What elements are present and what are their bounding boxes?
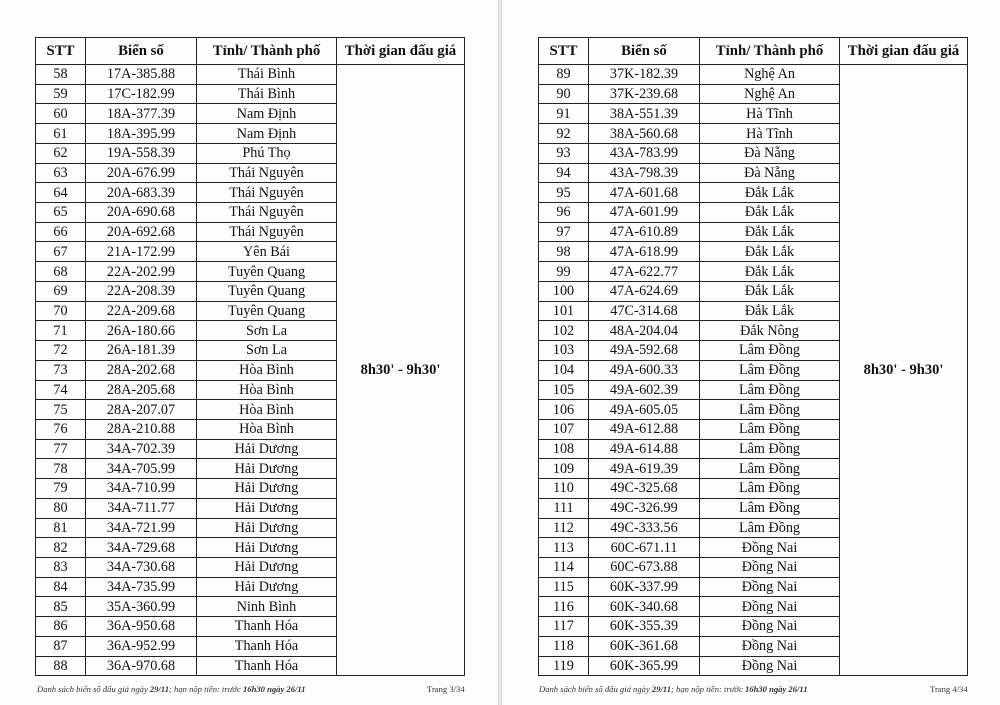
cell-stt: 95: [539, 183, 589, 203]
cell-province: Đồng Nai: [700, 597, 840, 617]
cell-stt: 84: [36, 577, 86, 597]
cell-province: Hải Dương: [197, 439, 337, 459]
plate-table: [538, 37, 968, 676]
cell-stt: 64: [36, 183, 86, 203]
cell-plate: 17A-385.88: [86, 65, 197, 85]
cell-province: Sơn La: [197, 341, 337, 361]
cell-stt: 119: [539, 656, 589, 676]
cell-plate: 26A-181.39: [86, 341, 197, 361]
cell-stt: 67: [36, 242, 86, 262]
cell-plate: 48A-204.04: [589, 321, 700, 341]
cell-stt: 116: [539, 597, 589, 617]
cell-stt: 97: [539, 222, 589, 242]
cell-stt: 65: [36, 203, 86, 223]
cell-stt: 109: [539, 459, 589, 479]
header-stt: STT: [36, 38, 86, 65]
cell-plate: 22A-208.39: [86, 281, 197, 301]
cell-plate: 28A-205.68: [86, 380, 197, 400]
cell-province: Thái Nguyên: [197, 222, 337, 242]
cell-stt: 87: [36, 636, 86, 656]
cell-province: Thanh Hóa: [197, 656, 337, 676]
cell-stt: 113: [539, 538, 589, 558]
cell-province: Đà Nẵng: [700, 143, 840, 163]
cell-plate: 22A-202.99: [86, 262, 197, 282]
cell-province: Lâm Đồng: [700, 459, 840, 479]
cell-province: Lâm Đồng: [700, 380, 840, 400]
footer-auction-date: 29/11: [651, 684, 672, 694]
cell-province: Lâm Đồng: [700, 360, 840, 380]
cell-plate: 21A-172.99: [86, 242, 197, 262]
cell-province: Hòa Bình: [197, 400, 337, 420]
cell-plate: 49A-614.88: [589, 439, 700, 459]
cell-plate: 49C-325.68: [589, 479, 700, 499]
cell-plate: 47A-622.77: [589, 262, 700, 282]
cell-stt: 90: [539, 84, 589, 104]
cell-plate: 18A-377.39: [86, 104, 197, 124]
cell-plate: 20A-676.99: [86, 163, 197, 183]
cell-province: Nam Định: [197, 124, 337, 144]
header-stt: STT: [539, 38, 589, 65]
cell-province: Đồng Nai: [700, 557, 840, 577]
cell-plate: 43A-783.99: [589, 143, 700, 163]
header-province: Tỉnh/ Thành phố: [197, 38, 337, 65]
cell-stt: 81: [36, 518, 86, 538]
cell-province: Thái Nguyên: [197, 183, 337, 203]
table-body: [539, 65, 968, 676]
footer-auction-date: 29/11: [149, 684, 170, 694]
cell-plate: 37K-239.68: [589, 84, 700, 104]
cell-province: Lâm Đồng: [700, 518, 840, 538]
cell-province: Nam Định: [197, 104, 337, 124]
cell-stt: 71: [36, 321, 86, 341]
cell-stt: 111: [539, 498, 589, 518]
cell-plate: 49C-333.56: [589, 518, 700, 538]
cell-plate: 36A-950.68: [86, 617, 197, 637]
document-page-left: [0, 0, 498, 705]
auction-time-cell: 8h30' - 9h30': [840, 65, 968, 676]
cell-stt: 61: [36, 124, 86, 144]
cell-plate: 28A-207.07: [86, 400, 197, 420]
cell-stt: 92: [539, 124, 589, 144]
cell-plate: 28A-210.88: [86, 419, 197, 439]
header-plate: Biển số: [86, 38, 197, 65]
cell-plate: 34A-729.68: [86, 538, 197, 558]
cell-province: Đồng Nai: [700, 656, 840, 676]
header-auction-time: Thời gian đấu giá: [840, 38, 968, 65]
cell-plate: 20A-692.68: [86, 222, 197, 242]
cell-stt: 105: [539, 380, 589, 400]
cell-stt: 68: [36, 262, 86, 282]
cell-plate: 22A-209.68: [86, 301, 197, 321]
cell-plate: 28A-202.68: [86, 360, 197, 380]
cell-plate: 49A-619.39: [589, 459, 700, 479]
cell-plate: 34A-702.39: [86, 439, 197, 459]
cell-stt: 89: [539, 65, 589, 85]
footer-prefix: Danh sách biển số đấu giá ngày: [539, 684, 652, 694]
cell-plate: 20A-683.39: [86, 183, 197, 203]
cell-plate: 19A-558.39: [86, 143, 197, 163]
cell-stt: 66: [36, 222, 86, 242]
page-footer: [37, 684, 306, 694]
cell-plate: 36A-952.99: [86, 636, 197, 656]
cell-province: Đắk Nông: [700, 321, 840, 341]
cell-plate: 60C-673.88: [589, 557, 700, 577]
cell-plate: 49A-602.39: [589, 380, 700, 400]
cell-stt: 80: [36, 498, 86, 518]
cell-stt: 102: [539, 321, 589, 341]
cell-plate: 37K-182.39: [589, 65, 700, 85]
cell-province: Đồng Nai: [700, 617, 840, 637]
cell-province: Hải Dương: [197, 557, 337, 577]
cell-stt: 62: [36, 143, 86, 163]
cell-province: Nghệ An: [700, 65, 840, 85]
cell-province: Thanh Hóa: [197, 617, 337, 637]
cell-province: Đắk Lắk: [700, 203, 840, 223]
cell-stt: 83: [36, 557, 86, 577]
cell-stt: 70: [36, 301, 86, 321]
cell-province: Tuyên Quang: [197, 262, 337, 282]
cell-province: Yên Bái: [197, 242, 337, 262]
cell-stt: 106: [539, 400, 589, 420]
cell-stt: 69: [36, 281, 86, 301]
cell-plate: 36A-970.68: [86, 656, 197, 676]
cell-plate: 18A-395.99: [86, 124, 197, 144]
cell-plate: 49A-612.88: [589, 419, 700, 439]
cell-province: Hải Dương: [197, 479, 337, 499]
header-province: Tỉnh/ Thành phố: [700, 38, 840, 65]
cell-plate: 49A-592.68: [589, 341, 700, 361]
cell-plate: 60K-340.68: [589, 597, 700, 617]
cell-stt: 108: [539, 439, 589, 459]
cell-stt: 96: [539, 203, 589, 223]
cell-stt: 74: [36, 380, 86, 400]
cell-stt: 104: [539, 360, 589, 380]
page-number: Trang 4/34: [930, 684, 968, 694]
footer-deadline: 16h30 ngày 26/11: [242, 684, 306, 694]
cell-province: Đà Nẵng: [700, 163, 840, 183]
cell-province: Đắk Lắk: [700, 183, 840, 203]
cell-province: Hải Dương: [197, 459, 337, 479]
cell-province: Lâm Đồng: [700, 439, 840, 459]
document-page-right: [502, 0, 1000, 705]
cell-province: Lâm Đồng: [700, 479, 840, 499]
cell-plate: 60K-365.99: [589, 656, 700, 676]
cell-stt: 118: [539, 636, 589, 656]
cell-province: Thái Nguyên: [197, 163, 337, 183]
cell-stt: 117: [539, 617, 589, 637]
cell-stt: 94: [539, 163, 589, 183]
cell-province: Đồng Nai: [700, 636, 840, 656]
cell-plate: 47C-314.68: [589, 301, 700, 321]
cell-plate: 47A-610.89: [589, 222, 700, 242]
cell-province: Đồng Nai: [700, 577, 840, 597]
cell-province: Thái Bình: [197, 65, 337, 85]
cell-plate: 43A-798.39: [589, 163, 700, 183]
cell-plate: 49A-605.05: [589, 400, 700, 420]
cell-plate: 35A-360.99: [86, 597, 197, 617]
cell-province: Nghệ An: [700, 84, 840, 104]
cell-stt: 58: [36, 65, 86, 85]
cell-province: Đắk Lắk: [700, 262, 840, 282]
cell-plate: 34A-735.99: [86, 577, 197, 597]
cell-plate: 60K-355.39: [589, 617, 700, 637]
cell-plate: 17C-182.99: [86, 84, 197, 104]
cell-stt: 73: [36, 360, 86, 380]
footer-prefix: Danh sách biển số đấu giá ngày: [37, 684, 150, 694]
cell-stt: 98: [539, 242, 589, 262]
cell-stt: 76: [36, 419, 86, 439]
cell-plate: 49A-600.33: [589, 360, 700, 380]
cell-stt: 107: [539, 419, 589, 439]
cell-stt: 82: [36, 538, 86, 558]
cell-stt: 78: [36, 459, 86, 479]
footer-middle: ; hạn nộp tiền: trước: [169, 684, 243, 694]
cell-stt: 77: [36, 439, 86, 459]
cell-province: Đắk Lắk: [700, 281, 840, 301]
cell-province: Hải Dương: [197, 577, 337, 597]
cell-plate: 34A-730.68: [86, 557, 197, 577]
cell-plate: 47A-601.99: [589, 203, 700, 223]
table-row: [539, 65, 968, 85]
table-header-row: [36, 38, 465, 65]
cell-plate: 34A-711.77: [86, 498, 197, 518]
cell-province: Đắk Lắk: [700, 301, 840, 321]
cell-province: Hải Dương: [197, 538, 337, 558]
cell-plate: 47A-601.68: [589, 183, 700, 203]
cell-plate: 26A-180.66: [86, 321, 197, 341]
cell-plate: 34A-721.99: [86, 518, 197, 538]
cell-stt: 79: [36, 479, 86, 499]
header-plate: Biển số: [589, 38, 700, 65]
cell-plate: 20A-690.68: [86, 203, 197, 223]
table-header-row: [539, 38, 968, 65]
cell-plate: 49C-326.99: [589, 498, 700, 518]
cell-stt: 114: [539, 557, 589, 577]
cell-province: Đồng Nai: [700, 538, 840, 558]
cell-plate: 34A-705.99: [86, 459, 197, 479]
cell-stt: 91: [539, 104, 589, 124]
header-auction-time: Thời gian đấu giá: [337, 38, 465, 65]
cell-stt: 110: [539, 479, 589, 499]
cell-province: Lâm Đồng: [700, 400, 840, 420]
cell-plate: 34A-710.99: [86, 479, 197, 499]
cell-plate: 38A-551.39: [589, 104, 700, 124]
cell-stt: 88: [36, 656, 86, 676]
cell-province: Đắk Lắk: [700, 222, 840, 242]
cell-stt: 103: [539, 341, 589, 361]
cell-province: Hòa Bình: [197, 419, 337, 439]
cell-stt: 86: [36, 617, 86, 637]
footer-deadline: 16h30 ngày 26/11: [744, 684, 808, 694]
cell-province: Hòa Bình: [197, 360, 337, 380]
cell-stt: 99: [539, 262, 589, 282]
cell-plate: 60K-337.99: [589, 577, 700, 597]
cell-province: Sơn La: [197, 321, 337, 341]
cell-stt: 101: [539, 301, 589, 321]
cell-stt: 100: [539, 281, 589, 301]
cell-province: Lâm Đồng: [700, 419, 840, 439]
cell-plate: 60K-361.68: [589, 636, 700, 656]
page-number: Trang 3/34: [427, 684, 465, 694]
cell-plate: 38A-560.68: [589, 124, 700, 144]
cell-province: Hà Tĩnh: [700, 124, 840, 144]
page-footer: [539, 684, 808, 694]
cell-province: Thái Bình: [197, 84, 337, 104]
cell-province: Đắk Lắk: [700, 242, 840, 262]
cell-stt: 85: [36, 597, 86, 617]
cell-plate: 47A-618.99: [589, 242, 700, 262]
cell-province: Hải Dương: [197, 498, 337, 518]
table-row: [36, 65, 465, 85]
cell-plate: 47A-624.69: [589, 281, 700, 301]
cell-province: Phú Thọ: [197, 143, 337, 163]
cell-province: Thanh Hóa: [197, 636, 337, 656]
cell-plate: 60C-671.11: [589, 538, 700, 558]
cell-stt: 93: [539, 143, 589, 163]
cell-province: Thái Nguyên: [197, 203, 337, 223]
footer-middle: ; hạn nộp tiền: trước: [671, 684, 745, 694]
cell-province: Hải Dương: [197, 518, 337, 538]
cell-province: Tuyên Quang: [197, 281, 337, 301]
plate-table: [35, 37, 465, 676]
table-body: [36, 65, 465, 676]
cell-province: Ninh Bình: [197, 597, 337, 617]
auction-time-cell: 8h30' - 9h30': [337, 65, 465, 676]
cell-stt: 59: [36, 84, 86, 104]
cell-province: Hà Tĩnh: [700, 104, 840, 124]
cell-stt: 75: [36, 400, 86, 420]
cell-stt: 60: [36, 104, 86, 124]
cell-stt: 72: [36, 341, 86, 361]
cell-stt: 112: [539, 518, 589, 538]
cell-province: Hòa Bình: [197, 380, 337, 400]
cell-stt: 115: [539, 577, 589, 597]
cell-stt: 63: [36, 163, 86, 183]
cell-province: Lâm Đồng: [700, 498, 840, 518]
cell-province: Lâm Đồng: [700, 341, 840, 361]
cell-province: Tuyên Quang: [197, 301, 337, 321]
